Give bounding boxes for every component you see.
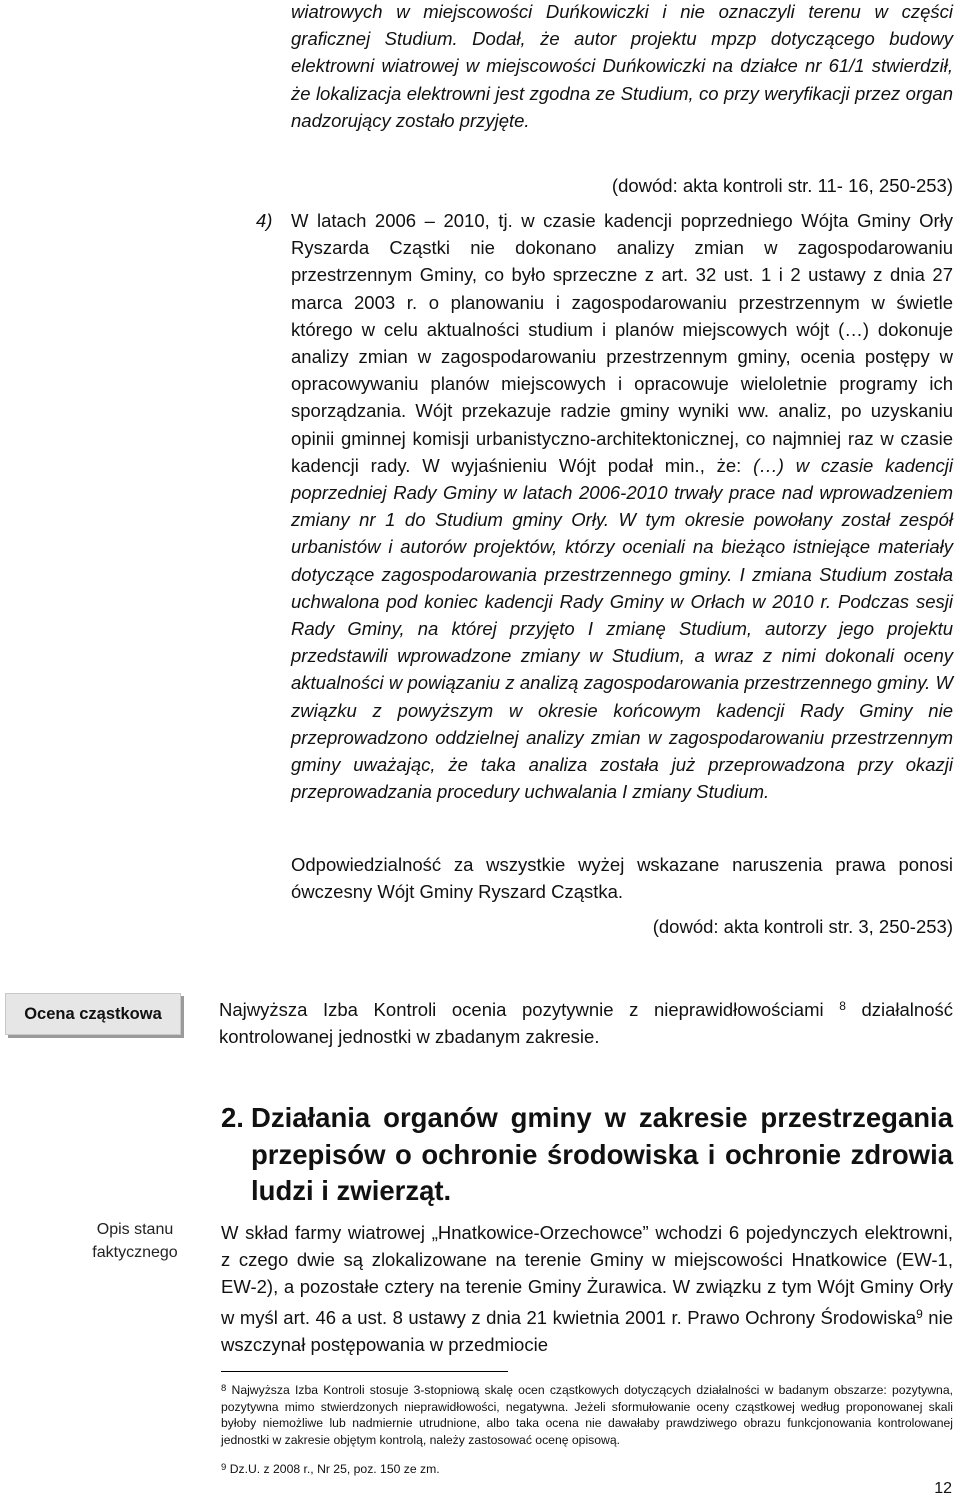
factual-state-label: Opis stanu faktycznego — [92, 1221, 178, 1261]
mayor-explanation-quote: (…) w czasie kadencji poprzedniej Rady Gminy w latach 2006-2010 trwały prace nad wprowadzeniem zmiany nr 1 do Studium gminy Orły. W tym okresie powołany został zespół urbanistów i autorów projektów, którzy oceniali na bieżąco istniejące materiały dotyczące zagospodarowania przestrzennego gminy. I zmiana Studium została uchwalona pod koniec kadencji Rady Gminy w Orłach w 2010 r. Podczas sesji Rady Gminy, na której przyjęto I zmianę Studium, autorzy jego projektu przedstawili wprowadzone zmiany w Studium, a wraz z nimi dokonali oceny aktualności w powiązaniu z analizą zagospodarowania przestrzennego gminy. W związku z powyższym w okresie końcowym kadencji Rady Gminy nie przeprowadzono oddzielnej analizy zmian w zagospodarowaniu przestrzennym gminy uważając, że taka analiza została już przeprowadzona przy okazji przeprowadzania procedury uchwalania I zmiany Studium. — [291, 454, 953, 803]
section-heading — [221, 1100, 953, 1210]
finding-text: W latach 2006 – 2010, tj. w czasie kadencji poprzedniego Wójta Gminy Orły Ryszarda Cząstki nie dokonano analizy zmian w zagospodarowaniu przestrzennym Gminy, co było sprzeczne z art. 32 ust. 1 i 2 ustawy z dnia 27 marca 2003 r. o planowaniu i zagospodarowaniu przestrzennym w świetle którego w celu aktualności studium i planów miejscowych wójt (…) dokonuje analizy zmian w zagospodarowaniu przestrzennym gminy, ocenia postępy w opracowywaniu planów miejscowych i opracowuje wieloletnie programy ich sporządzania. Wójt przekazuje radzie gminy wyniki ww. analiz, po uzyskaniu opinii gminnej komisji urbanistyczno-architektonicznej, co najmniej raz w czasie kadencji rady. W wyjaśnieniu Wójt podał min., że: — [291, 210, 953, 476]
footnote-ref-8[interactable]: 8 — [839, 999, 846, 1013]
quoted-explanation-paragraph — [291, 0, 953, 134]
footnote-separator — [221, 1371, 508, 1372]
factual-text-end: nie wszczynał postępowania w przedmiocie — [221, 1306, 953, 1355]
assessment-text-start: Najwyższa Izba Kontroli ocenia pozytywnie z nieprawidłowościami — [219, 999, 824, 1020]
page-number: 12 — [934, 1480, 952, 1497]
partial-assessment-text — [219, 993, 953, 1050]
footnote-9-marker: 9 — [221, 1462, 227, 1473]
footnote-ref-9[interactable]: 9 — [916, 1306, 923, 1321]
item-number: 4) — [256, 210, 273, 231]
footnote-9-text: Dz.U. z 2008 r., Nr 25, poz. 150 ze zm. — [229, 1462, 440, 1476]
partial-assessment-label: Ocena cząstkowa — [5, 993, 181, 1035]
section-title: Działania organów gminy w zakresie przestrzegania przepisów o ochronie środowiska i ochronie zdrowia ludzi i zwierząt. — [251, 1102, 953, 1206]
factual-state-paragraph — [221, 1219, 953, 1358]
finding-item-4-body — [291, 207, 953, 805]
evidence-reference-2: (dowód: akta kontroli str. 3, 250-253) — [652, 916, 953, 937]
footnote-8 — [221, 1381, 953, 1448]
footnote-8-marker: 8 — [221, 1383, 227, 1394]
footnote-8-text: Najwyższa Izba Kontroli stosuje 3-stopniową skalę ocen cząstkowych dotyczących działalności w badanym obszarze: pozytywna, pozytywna mimo stwierdzonych nieprawidłowości, negatywna. Jeżeli sformułowanie oceny cząstkowej według proponowanej skali byłoby niemożliwe lub nadmiernie utrudnione, albo taka ocena nie dawałaby prawdziwego obrazu funkcjonowania kontrolowanej jednostki w zakresie objętym kontrolą, należy zastosować ocenę opisową. — [221, 1383, 953, 1447]
factual-text-start: W skład farmy wiatrowej „Hnatkowice-Orzechowce” wchodzi 6 pojedynczych elektrowni, z czego dwie są zlokalizowane na terenie Gminy w miejscowości Hnatkowice (EW-1, EW-2), a pozostałe cztery na terenie Gminy Żurawica. W związku z tym Wójt Gminy Orły w myśl art. 46 a ust. 8 ustawy z dnia 21 kwietnia 2001 r. Prawo Ochrony Środowiska — [221, 1222, 953, 1328]
footnote-9 — [221, 1460, 953, 1478]
responsibility-statement: Odpowiedzialność za wszystkie wyżej wskazane naruszenia prawa ponosi ówczesny Wójt Gminy Ryszard Cząstka. — [291, 854, 953, 903]
quoted-explanation-text: wiatrowych w miejscowości Duńkowiczki i nie oznaczyli terenu w części graficznej Studium. Dodał, że autor projektu mpzp dotyczącego budowy elektrowni wiatrowej w miejscowości Duńkowiczki na działce nr 61/1 stwierdził, że lokalizacja elektrowni jest zgodna ze Studium, co przy weryfikacji przez organ nadzorujący zostało przyjęte. — [291, 1, 953, 131]
evidence-reference: (dowód: akta kontroli str. 11- 16, 250-253) — [611, 175, 953, 196]
section-number: 2. — [221, 1102, 244, 1133]
assessment-text-end: działalność kontrolowanej jednostki w zbadanym zakresie. — [219, 999, 953, 1048]
